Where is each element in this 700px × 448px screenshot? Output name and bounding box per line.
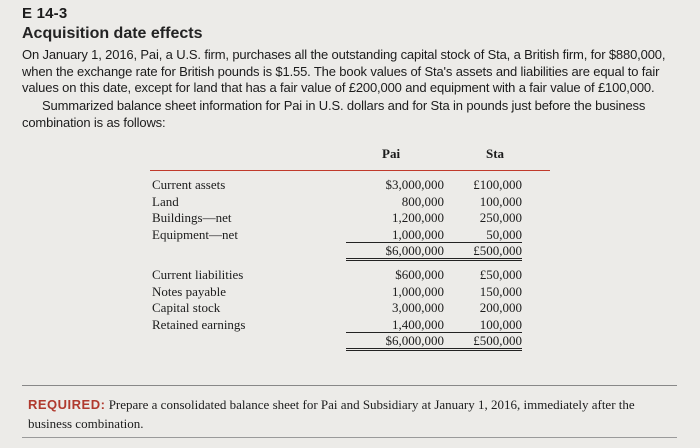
problem-paragraph-2: Summarized balance sheet information for Pai in U.S. dollars and for Sta in pounds just before the business combination is as follows: <box>22 98 646 130</box>
total-equities-pai: $6,000,000 <box>346 333 444 351</box>
row-label: Capital stock <box>152 300 221 316</box>
cell-value: 250,000 <box>479 210 522 226</box>
cell-value: £100,000 <box>473 177 522 192</box>
row-label: Retained earnings <box>152 316 246 332</box>
row-label: Land <box>152 193 179 209</box>
row-label: Current assets <box>152 177 226 192</box>
exercise-title: Acquisition date effects <box>22 25 203 42</box>
required-instruction <box>28 395 678 433</box>
cell-value: 800,000 <box>401 193 444 209</box>
row-label: Buildings—net <box>152 210 232 226</box>
divider <box>22 385 677 386</box>
cell-value: 1,000,000 <box>392 283 444 299</box>
row-label: Notes payable <box>152 283 227 299</box>
row-label: Current liabilities <box>152 267 244 282</box>
problem-paragraph-1: On January 1, 2016, Pai, a U.S. firm, purchases all the outstanding capital stock of Sta, a British firm, for $880,000, when the exchange rate for British pounds is $1.55. The book values of Sta's assets and liabilities are equal to fair values on this date, except for land that has a fair value of £200,000 and equipment with a fair value of £100,000. <box>22 47 666 95</box>
column-header-pai: Pai <box>382 146 401 161</box>
asset-values-sta <box>440 177 522 261</box>
equity-values-sta <box>440 267 522 351</box>
asset-values-pai <box>346 177 444 261</box>
header-rule <box>150 170 550 171</box>
column-header-sta: Sta <box>486 146 505 161</box>
cell-value: 150,000 <box>479 283 522 299</box>
divider <box>22 437 677 438</box>
cell-value: 100,000 <box>440 317 522 334</box>
cell-value: $600,000 <box>395 267 444 282</box>
cell-value: 50,000 <box>440 227 522 244</box>
asset-labels <box>152 177 238 243</box>
cell-value: 1,400,000 <box>346 317 444 334</box>
cell-value: 200,000 <box>479 300 522 316</box>
required-text: Prepare a consolidated balance sheet for Pai and Subsidiary at January 1, 2016, immediately after the business combination. <box>28 397 635 431</box>
cell-value: 100,000 <box>479 193 522 209</box>
row-label: Equipment—net <box>152 226 238 242</box>
cell-value: $3,000,000 <box>385 177 444 192</box>
cell-value: 1,200,000 <box>392 210 444 226</box>
total-equities-sta: £500,000 <box>440 333 522 351</box>
equity-values-pai <box>346 267 444 351</box>
required-keyword: REQUIRED: <box>28 397 106 412</box>
exercise-number: E 14-3 <box>22 5 68 22</box>
total-assets-pai: $6,000,000 <box>346 243 444 261</box>
cell-value: 1,000,000 <box>346 227 444 244</box>
total-assets-sta: £500,000 <box>440 243 522 261</box>
cell-value: £50,000 <box>479 267 522 282</box>
cell-value: 3,000,000 <box>392 300 444 316</box>
equity-labels <box>152 267 246 333</box>
